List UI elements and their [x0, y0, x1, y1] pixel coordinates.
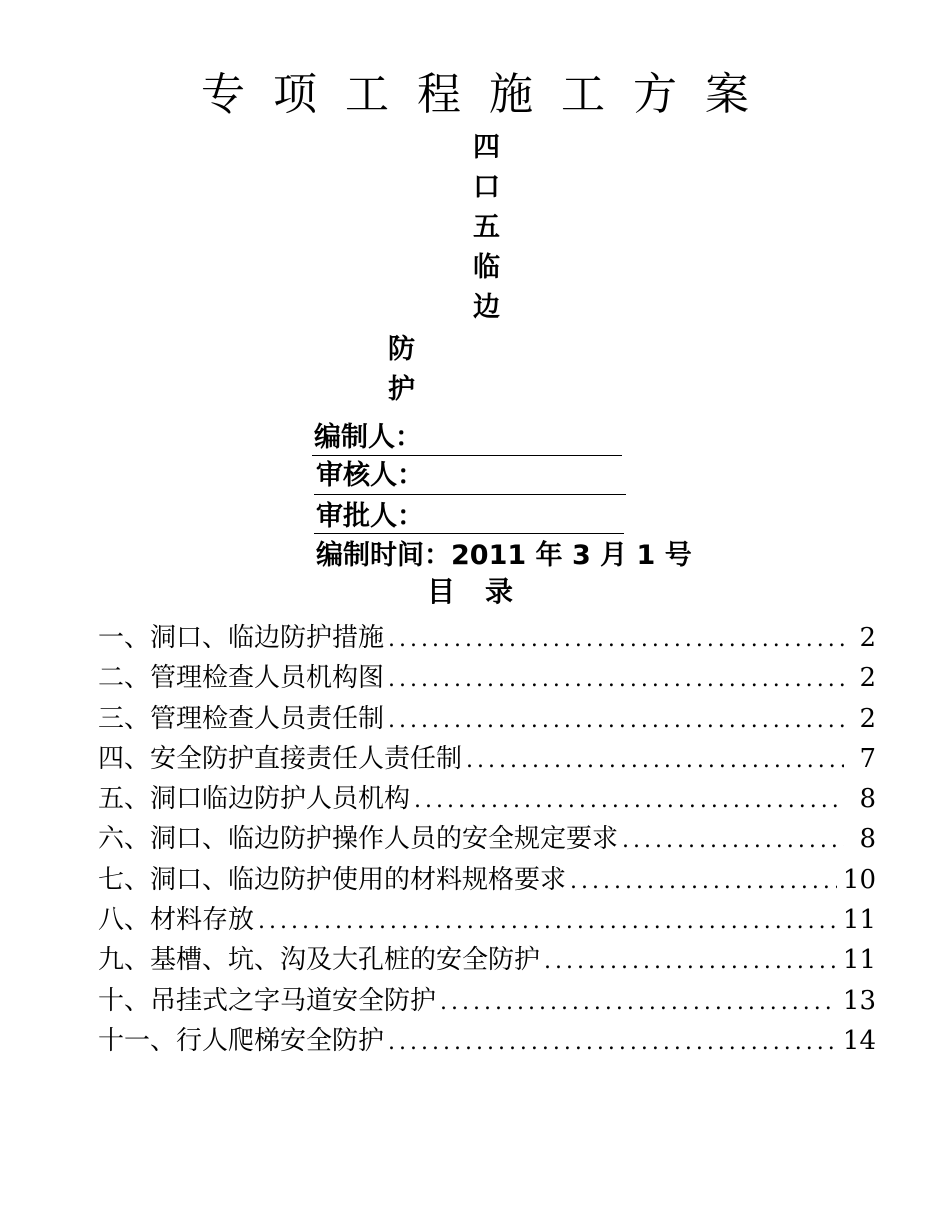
toc-entry-title: 三、管理检查人员责任制	[98, 703, 385, 734]
toc-entry-title: 七、洞口、临边防护使用的材料规格要求	[98, 864, 567, 895]
toc-entry-title: 四、安全防护直接责任人责任制	[98, 743, 463, 774]
compile-date: 编制时间：2011 年 3 月 1 号	[316, 540, 692, 571]
document-title: 专项工程施工方案	[201, 69, 777, 120]
toc-leader-dots	[466, 741, 844, 781]
table-of-contents	[98, 618, 876, 1061]
toc-page-number: 7	[859, 743, 876, 774]
subject-char: 边	[473, 292, 500, 323]
subject-char: 护	[388, 374, 415, 405]
toc-leader-dots	[440, 983, 837, 1023]
toc-entry[interactable]	[98, 900, 876, 940]
toc-entry-title: 十、吊挂式之字马道安全防护	[98, 985, 437, 1016]
toc-page-number: 2	[859, 623, 876, 653]
subject-char: 口	[473, 172, 500, 203]
toc-entry-title: 一、洞口、临边防护措施	[98, 623, 385, 653]
toc-entry-title: 六、洞口、临边防护操作人员的安全规定要求	[98, 824, 619, 855]
compiler-label: 编制人：	[314, 422, 422, 453]
toc-leader-dots	[258, 902, 837, 942]
toc-leader-dots	[388, 620, 844, 660]
toc-leader-dots	[388, 660, 844, 700]
toc-leader-dots	[388, 1023, 837, 1063]
toc-heading: 目录	[426, 575, 543, 608]
subject-char: 防	[388, 334, 415, 365]
toc-page-number: 8	[859, 784, 876, 815]
toc-entry[interactable]	[98, 1021, 876, 1061]
subject-char: 四	[473, 132, 500, 163]
toc-leader-dots	[570, 862, 837, 902]
toc-entry[interactable]	[98, 981, 876, 1021]
toc-page-number: 8	[859, 824, 876, 855]
subject-char: 五	[473, 212, 500, 243]
subject-char: 临	[473, 252, 500, 283]
toc-leader-dots	[622, 821, 844, 861]
toc-leader-dots	[414, 781, 844, 821]
reviewer-label: 审核人：	[316, 460, 424, 491]
toc-entry[interactable]	[98, 779, 876, 819]
toc-entry[interactable]	[98, 699, 876, 739]
toc-entry-title: 二、管理检查人员机构图	[98, 663, 385, 694]
toc-leader-dots	[544, 942, 837, 982]
toc-page-number: 14	[842, 1025, 876, 1056]
toc-entry-title: 九、基槽、坑、沟及大孔桩的安全防护	[98, 945, 541, 976]
toc-page-number: 13	[842, 985, 876, 1016]
toc-entry[interactable]	[98, 860, 876, 900]
toc-page-number: 2	[859, 663, 876, 694]
toc-entry[interactable]	[98, 940, 876, 980]
toc-entry-title: 八、材料存放	[98, 905, 255, 936]
toc-entry[interactable]	[98, 739, 876, 779]
approver-label: 审批人：	[316, 501, 424, 532]
toc-page-number: 11	[842, 945, 876, 976]
toc-leader-dots	[388, 701, 844, 741]
toc-page-number: 2	[859, 703, 876, 734]
toc-entry[interactable]	[98, 658, 876, 698]
toc-entry[interactable]	[98, 618, 876, 658]
toc-entry-title: 五、洞口临边防护人员机构	[98, 784, 411, 815]
toc-entry-title: 十一、行人爬梯安全防护	[98, 1025, 385, 1056]
toc-entry[interactable]	[98, 819, 876, 859]
toc-page-number: 11	[842, 905, 876, 936]
toc-page-number: 10	[842, 864, 876, 895]
